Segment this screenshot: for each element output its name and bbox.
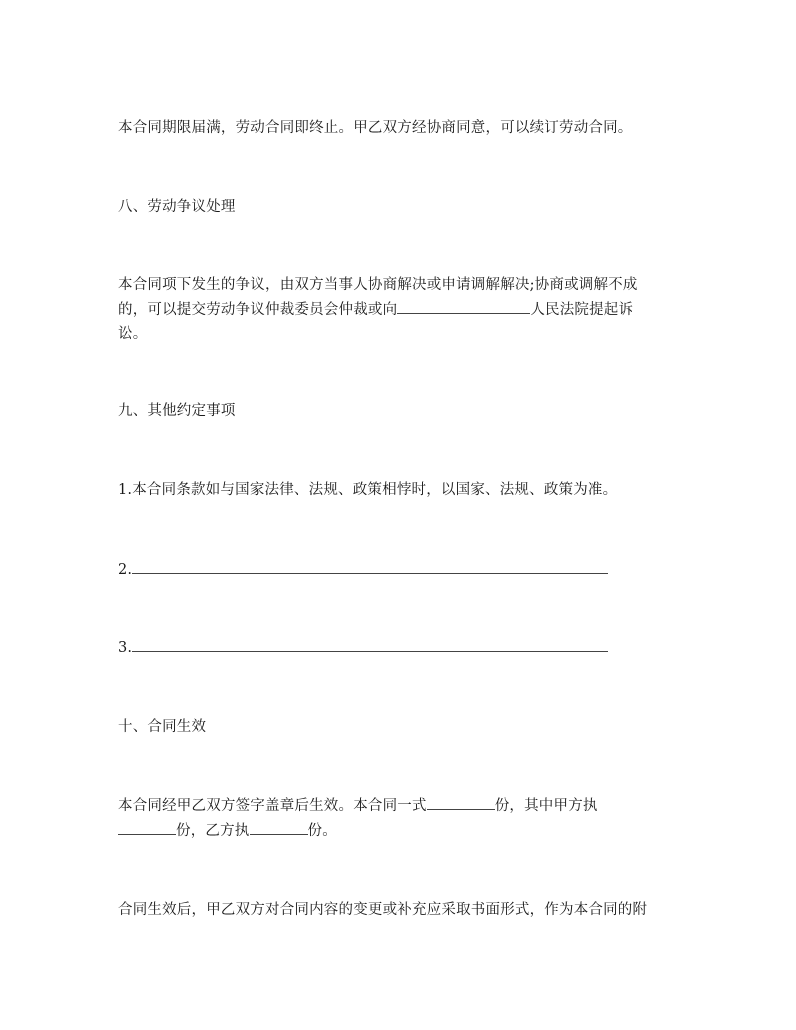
copies-party-b-blank[interactable]	[250, 820, 308, 835]
paragraph-text: 份。	[307, 823, 337, 839]
item-3-blank[interactable]	[132, 637, 608, 652]
heading-text: 九、其他约定事项	[118, 403, 236, 419]
paragraph-text: 的，可以提交劳动争议仲裁委员会仲裁或向	[118, 302, 398, 318]
court-name-blank[interactable]	[397, 299, 530, 314]
paragraph-dispute-line-3	[118, 323, 147, 345]
paragraph-text: 合同生效后，甲乙双方对合同内容的变更或补充应采取书面形式，作为本合同的附	[118, 902, 648, 918]
list-item-number: 2.	[118, 562, 133, 578]
section-heading-8	[118, 196, 236, 218]
copies-total-blank[interactable]	[427, 795, 495, 810]
paragraph-contract-term-end	[118, 117, 633, 139]
heading-text: 八、劳动争议处理	[118, 199, 236, 215]
paragraph-dispute-line-2	[118, 299, 633, 321]
section-heading-9	[118, 400, 236, 422]
list-item-2	[118, 559, 608, 581]
paragraph-text: 本合同期限届满，劳动合同即终止。甲乙双方经协商同意，可以续订劳动合同。	[118, 120, 633, 136]
list-item-text: 1.本合同条款如与国家法律、法规、政策相悖时，以国家、法规、政策为准。	[118, 482, 618, 498]
section-heading-10	[118, 716, 206, 738]
paragraph-amendment	[118, 899, 647, 921]
paragraph-effect-line-2	[118, 820, 337, 842]
paragraph-dispute-line-1	[118, 274, 638, 296]
list-item-number: 3.	[118, 640, 133, 656]
paragraph-text: 人民法院提起诉	[530, 302, 634, 318]
paragraph-text: 份，其中甲方执	[494, 798, 598, 814]
paragraph-text: 本合同经甲乙双方签字盖章后生效。本合同一式	[118, 798, 427, 814]
copies-party-a-blank[interactable]	[118, 820, 176, 835]
paragraph-effect-line-1	[118, 795, 598, 817]
paragraph-text: 本合同项下发生的争议，由双方当事人协商解决或申请调解解决;协商或调解不成	[118, 277, 638, 293]
paragraph-text: 讼。	[118, 326, 148, 342]
list-item-1	[118, 479, 617, 501]
heading-text: 十、合同生效	[118, 719, 207, 735]
item-2-blank[interactable]	[132, 559, 608, 574]
paragraph-text: 份，乙方执	[176, 823, 250, 839]
list-item-3	[118, 637, 608, 659]
